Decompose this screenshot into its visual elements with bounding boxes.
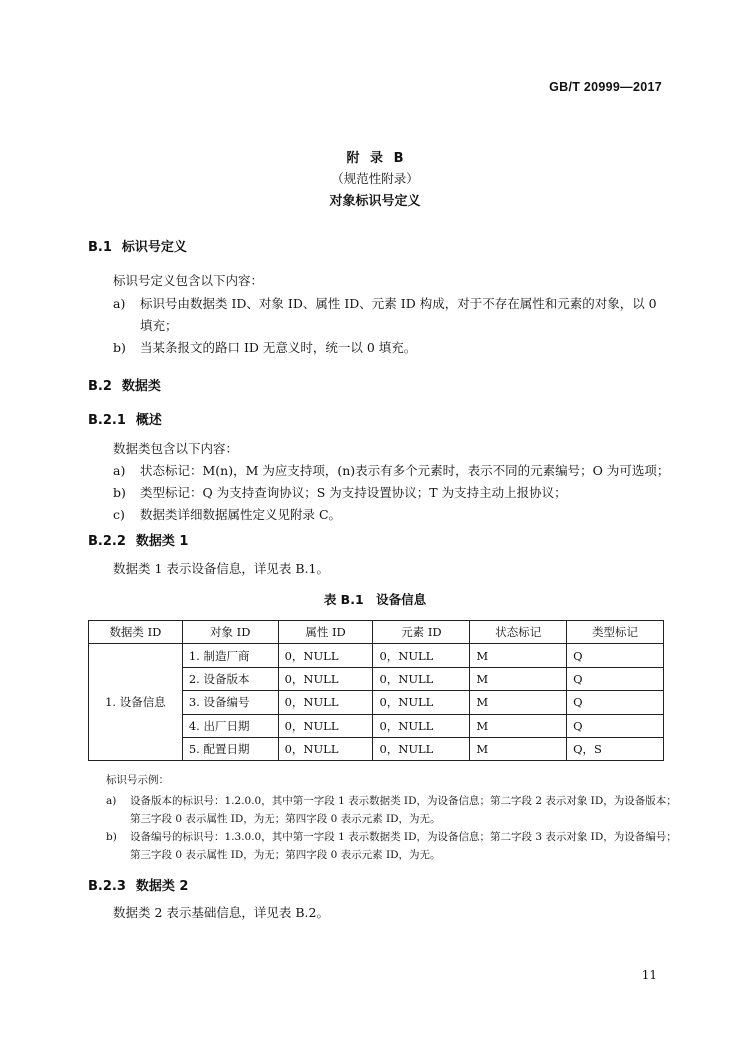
list-text: 类型标记：Q 为支持查询协议；S 为支持设置协议；T 为支持主动上报协议； (140, 485, 567, 500)
device-info-table (88, 620, 664, 761)
note-item (106, 793, 677, 809)
table-cell: 0，NULL (373, 737, 470, 760)
note-label: a) (106, 795, 117, 807)
column-header: 类型标记 (567, 621, 664, 644)
list-item (113, 485, 567, 501)
section-heading-b1 (88, 236, 187, 255)
table-cell: 4. 出厂日期 (182, 714, 278, 737)
table-cell: 0，NULL (373, 691, 470, 714)
list-item (113, 507, 341, 523)
table-cell: 0，NULL (278, 691, 373, 714)
section-number: B.1 (88, 240, 112, 255)
section-title: 数据类 1 (135, 534, 189, 549)
table-cell: 2. 设备版本 (182, 667, 278, 690)
note-text: 设备编号的标识号：1.3.0.0，其中第一字段 1 表示数据类 ID，为设备信息；第二字段 3 表示对象 ID，为设备编号； (130, 831, 677, 843)
table-cell: M (470, 691, 567, 714)
note-text-continuation: 第三字段 0 表示属性 ID，为无；第四字段 0 表示元素 ID，为无。 (130, 813, 441, 825)
note-item (106, 829, 677, 845)
annex-subtitle: 对象标识号定义 (329, 194, 421, 209)
list-text-continuation: 填充； (140, 318, 178, 333)
table-cell: M (470, 667, 567, 690)
note-label: b) (106, 831, 117, 843)
list-label: b) (113, 485, 126, 500)
page-number: 11 (641, 968, 657, 982)
section-title: 数据类 (121, 379, 161, 394)
table-cell: 0，NULL (278, 667, 373, 690)
list-item (113, 340, 416, 356)
note-text-continuation: 第三字段 0 表示属性 ID，为无；第四字段 0 表示元素 ID，为无。 (130, 849, 441, 861)
section-heading-b23 (88, 875, 188, 894)
table-cell: 0，NULL (278, 737, 373, 760)
section-title: 数据类 2 (135, 879, 189, 894)
annex-title: 附 录 B (346, 151, 404, 166)
standard-number: GB/T 20999—2017 (549, 80, 662, 94)
annex-type: （规范性附录） (331, 171, 419, 186)
paragraph: 标识号定义包含以下内容： (113, 273, 264, 288)
table-cell: M (470, 644, 567, 667)
column-header: 元素 ID (373, 621, 470, 644)
table-cell: 0，NULL (373, 714, 470, 737)
section-heading-b21 (88, 409, 162, 428)
table-cell: 0，NULL (278, 644, 373, 667)
table-cell: 0，NULL (278, 714, 373, 737)
list-label: b) (113, 340, 126, 355)
table-row (89, 644, 664, 667)
note-text: 设备版本的标识号：1.2.0.0，其中第一字段 1 表示数据类 ID，为设备信息；第二字段 2 表示对象 ID，为设备版本； (130, 795, 677, 807)
list-text: 数据类详细数据属性定义见附录 C。 (140, 507, 342, 522)
data-class-cell: 1. 设备信息 (89, 644, 183, 761)
list-text: 状态标记：M(n)，M 为应支持项，(n)表示有多个元素时，表示不同的元素编号；O 为可选项； (140, 463, 670, 478)
paragraph: 数据类包含以下内容： (113, 441, 239, 456)
section-number: B.2.2 (88, 534, 126, 549)
paragraph: 数据类 2 表示基础信息，详见表 B.2。 (113, 905, 329, 920)
table-cell: Q (567, 644, 664, 667)
column-header: 数据类 ID (89, 621, 183, 644)
list-text: 标识号由数据类 ID、对象 ID、属性 ID、元素 ID 构成，对于不存在属性和元素的对象，以 0 (140, 296, 657, 311)
table-cell: M (470, 714, 567, 737)
column-header: 属性 ID (278, 621, 373, 644)
table-cell: Q (567, 714, 664, 737)
list-label: a) (113, 296, 126, 311)
table-cell: 3. 设备编号 (182, 691, 278, 714)
table-header-row (89, 621, 664, 644)
section-title: 概述 (135, 413, 162, 428)
list-label: a) (113, 463, 126, 478)
list-text: 当某条报文的路口 ID 无意义时，统一以 0 填充。 (140, 340, 417, 355)
list-item (113, 463, 669, 479)
table-cell: 0，NULL (373, 667, 470, 690)
table-caption: 表 B.1 设备信息 (323, 592, 427, 607)
column-header: 状态标记 (470, 621, 567, 644)
notes-title: 标识号示例： (106, 774, 169, 786)
table-cell: M (470, 737, 567, 760)
list-item (113, 296, 657, 312)
table-cell: Q (567, 667, 664, 690)
table-cell: Q，S (567, 737, 664, 760)
list-label: c) (113, 507, 125, 522)
section-title: 标识号定义 (121, 240, 187, 255)
table-cell: 5. 配置日期 (182, 737, 278, 760)
section-number: B.2 (88, 379, 112, 394)
paragraph: 数据类 1 表示设备信息，详见表 B.1。 (113, 561, 329, 576)
table-cell: Q (567, 691, 664, 714)
table-cell: 0，NULL (373, 644, 470, 667)
column-header: 对象 ID (182, 621, 278, 644)
section-number: B.2.1 (88, 413, 126, 428)
table-cell: 1. 制造厂商 (182, 644, 278, 667)
section-number: B.2.3 (88, 879, 126, 894)
section-heading-b2 (88, 375, 161, 394)
section-heading-b22 (88, 530, 188, 549)
